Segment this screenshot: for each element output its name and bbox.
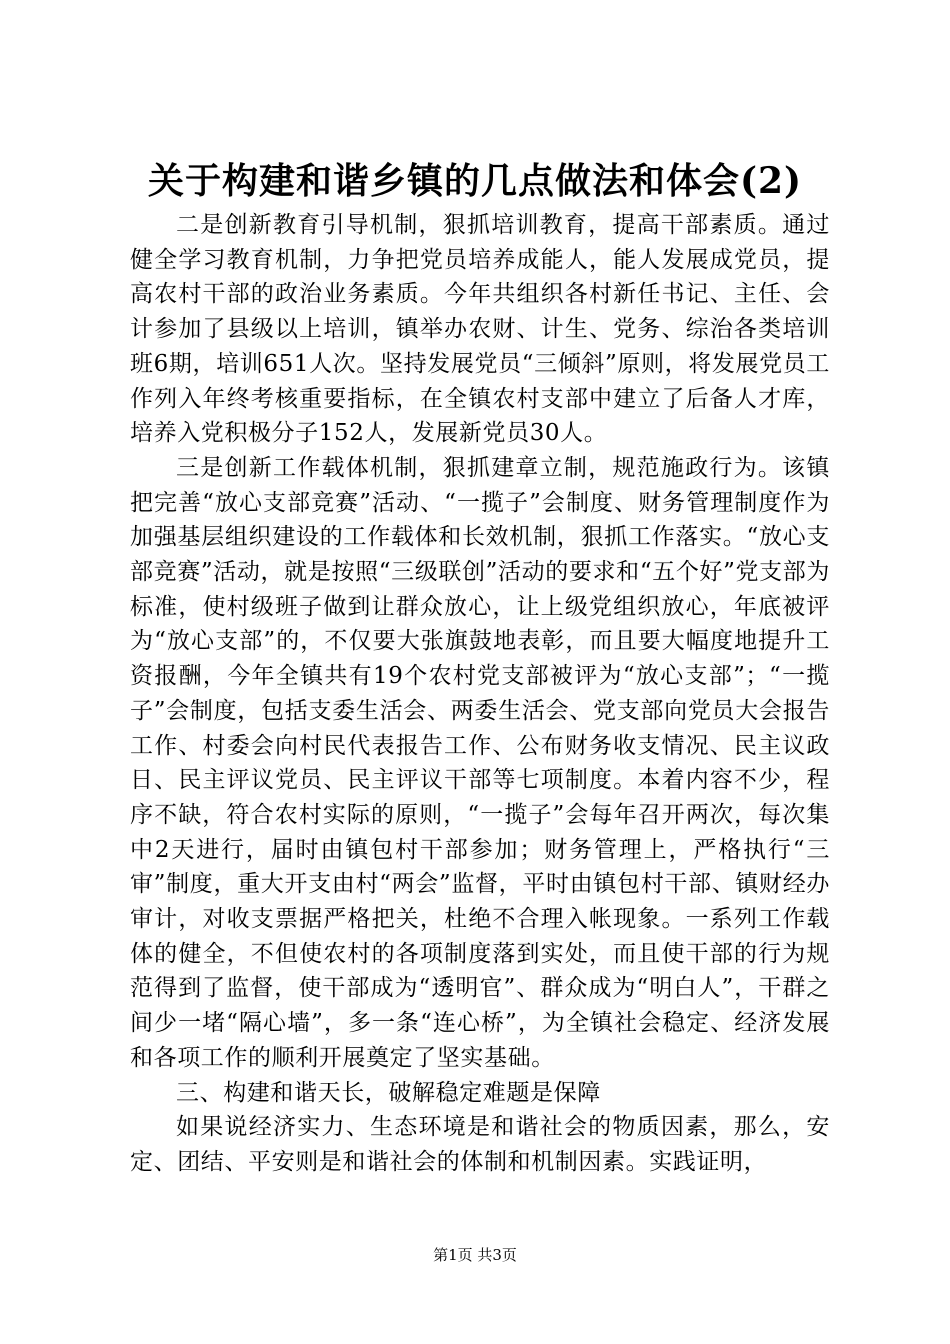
paragraph-stability-intro: 如果说经济实力、生态环境是和谐社会的物质因素，那么，安定、团结、平安则是和谐社会的体制和机制因素。实践证明， xyxy=(130,1114,830,1175)
paragraph-education-mechanism: 二是创新教育引导机制，狠抓培训教育，提高干部素质。通过健全学习教育机制，力争把党员培养成能人，能人发展成党员，提高农村干部的政治业务素质。今年共组织各村新任书记、主任、会计参加了县级以上培训，镇举办农财、计生、党务、综治各类培训班6期，培训651人次。坚持发展党员“三倾斜”原则，将发展党员工作列入年终考核重要指标，在全镇农村支部中建立了后备人才库，培养入党积极分子152人，发展新党员30人。 xyxy=(130,212,830,447)
document-body xyxy=(130,208,830,1180)
section-heading-stability: 三、构建和谐天长，破解稳定难题是保障 xyxy=(176,1079,601,1106)
page-footer: 第1页 共3页 xyxy=(433,1246,517,1264)
paragraph-work-carrier-mechanism: 三是创新工作载体机制，狠抓建章立制，规范施政行为。该镇把完善“放心支部竞赛”活动、“一揽子”会制度、财务管理制度作为加强基层组织建设的工作载体和长效机制，狠抓工作落实。“放心支部竞赛”活动，就是按照“三级联创”活动的要求和“五个好”党支部为标准，使村级班子做到让群众放心，让上级党组织放心，年底被评为“放心支部”的，不仅要大张旗鼓地表彰，而且要大幅度地提升工资报酬，今年全镇共有19个农村党支部被评为“放心支部”；“一揽子”会制度，包括支委生活会、两委生活会、党支部向党员大会报告工作、村委会向村民代表报告工作、公布财务收支情况、民主议政日、民主评议党员、民主评议干部等七项制度。本着内容不少，程序不缺，符合农村实际的原则，“一揽子”会每年召开两次，每次集中2天进行，届时由镇包村干部参加；财务管理上，严格执行“三审”制度，重大开支由村“两会”监督，平时由镇包村干部、镇财经办审计，对收支票据严格把关，杜绝不合理入帐现象。一系列工作载体的健全，不但使农村的各项制度落到实处，而且使干部的行为规范得到了监督，使干部成为“透明官”、群众成为“明白人”，干群之间少一堵“隔心墙”，多一条“连心桥”，为全镇社会稳定、经济发展和各项工作的顺利开展奠定了坚实基础。 xyxy=(130,454,830,1071)
document-title: 关于构建和谐乡镇的几点做法和体会(2) xyxy=(147,160,803,202)
